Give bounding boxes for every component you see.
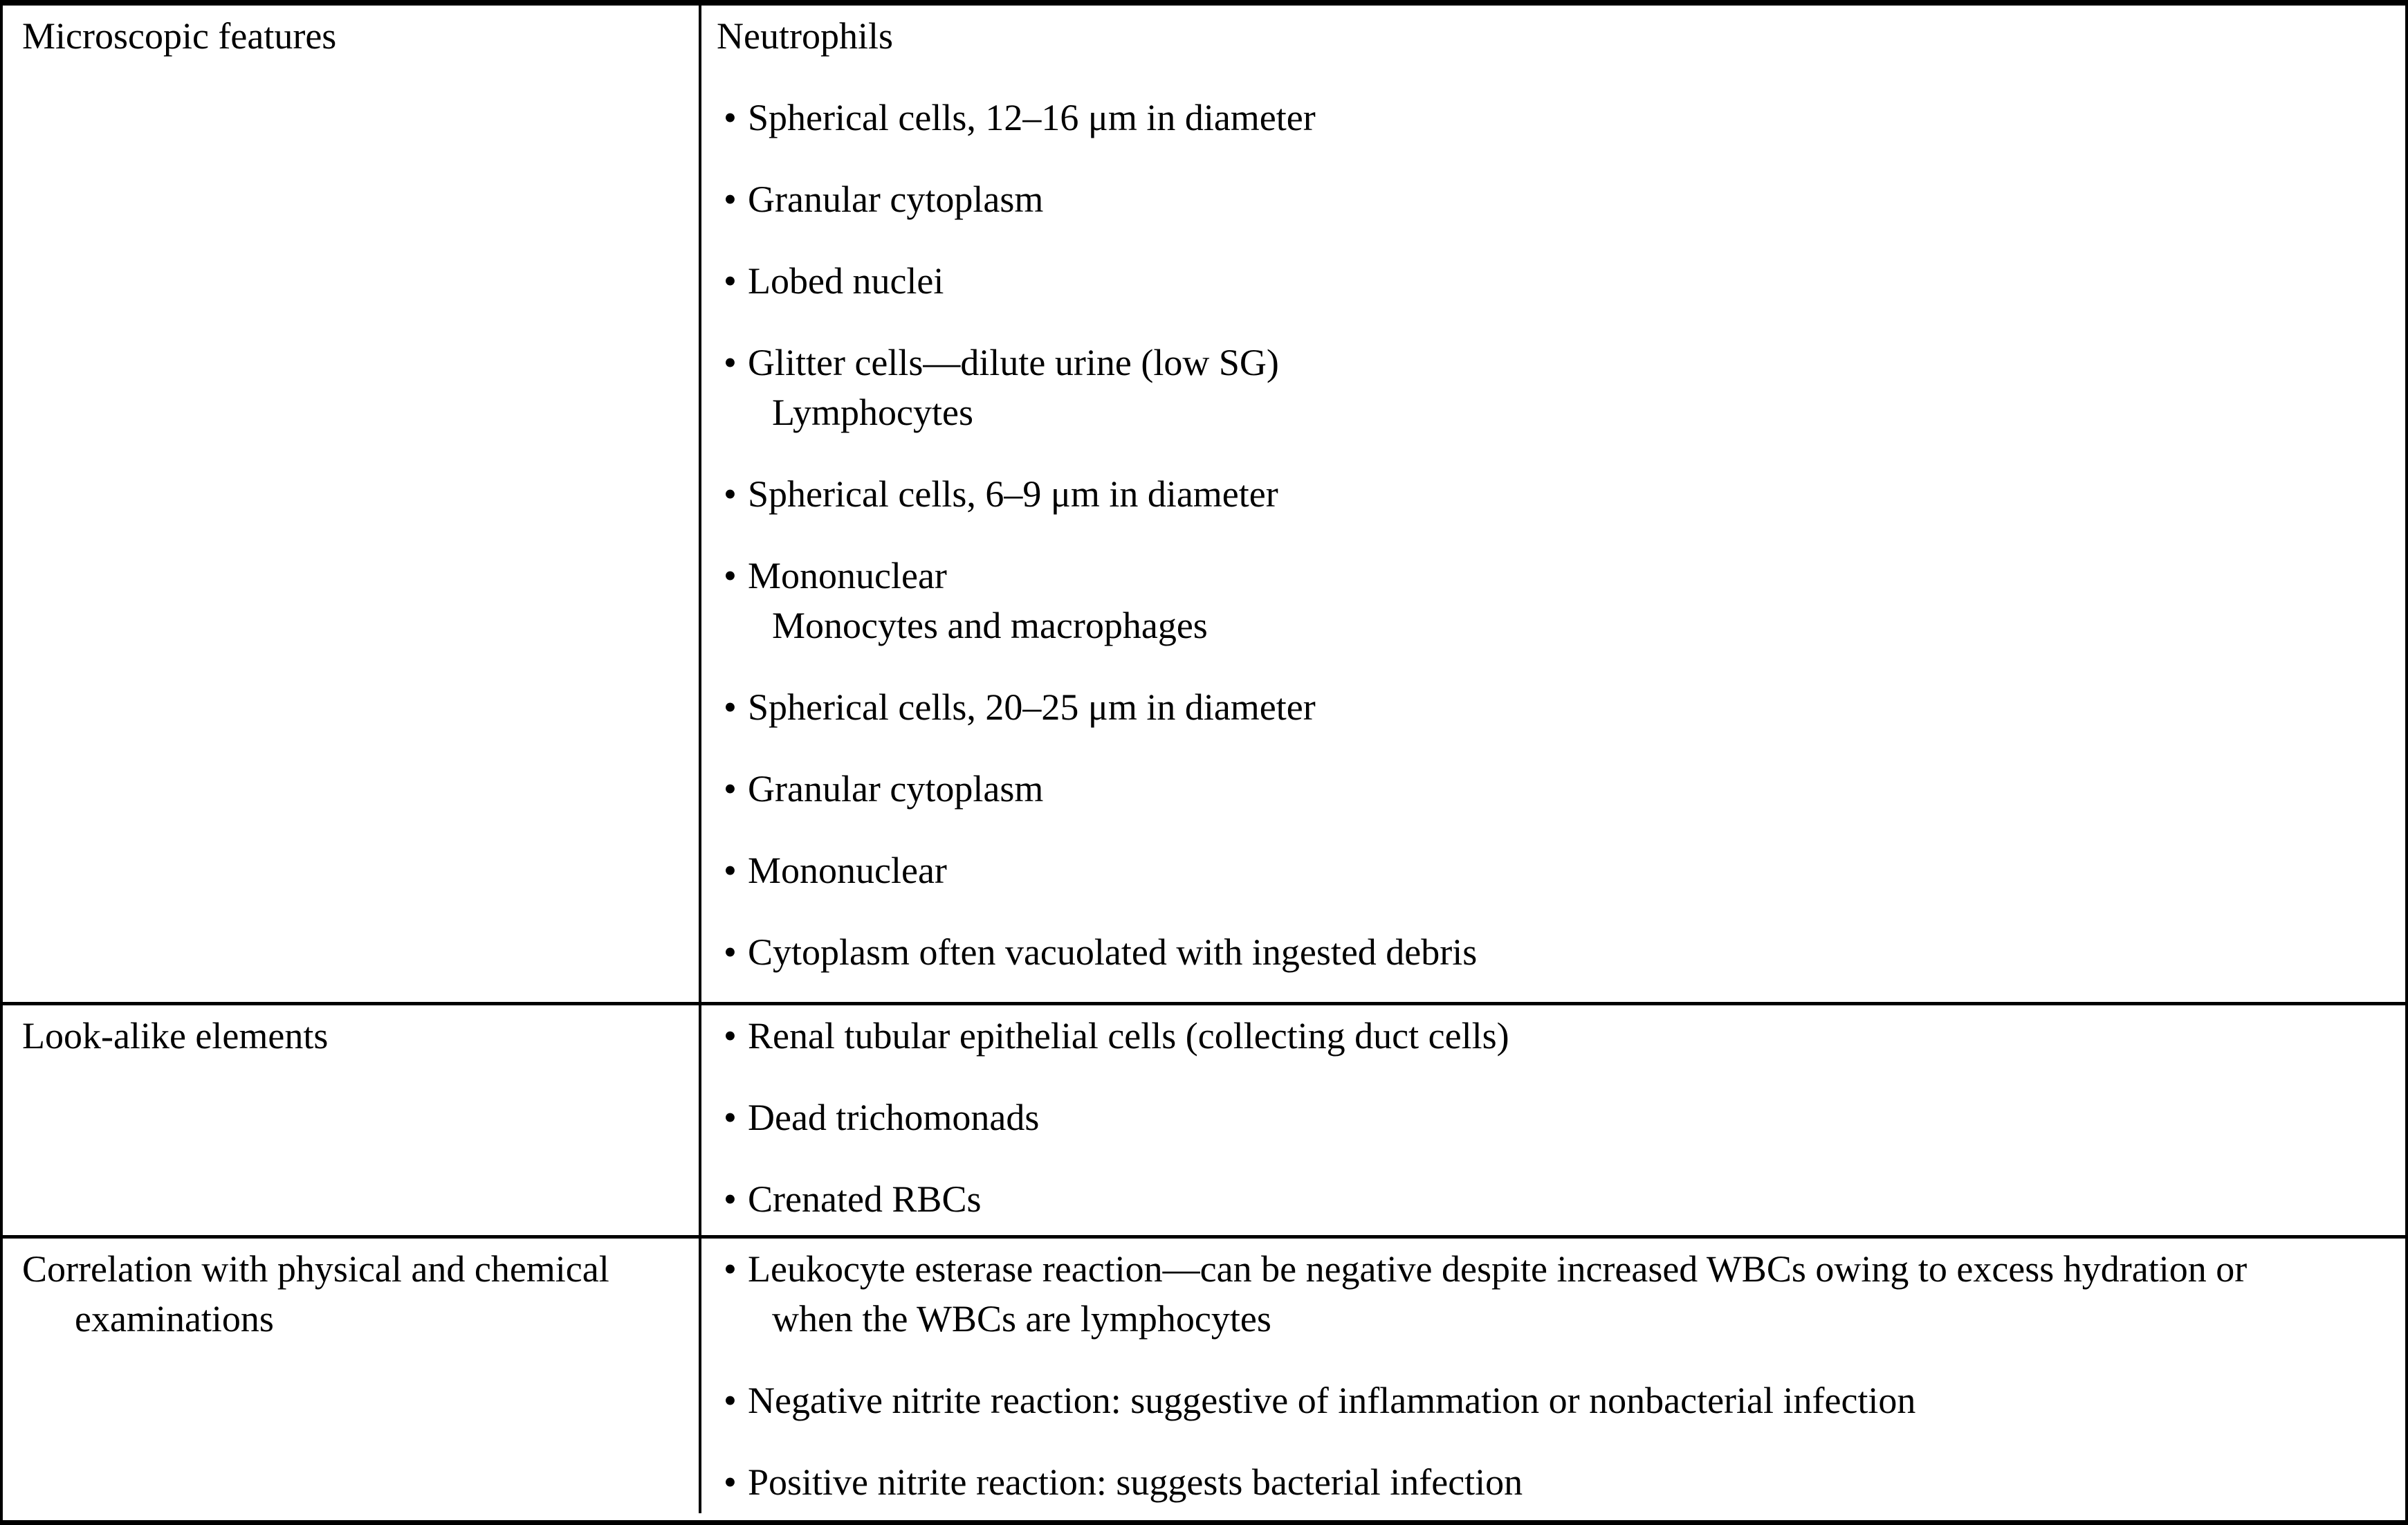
list-item — [717, 1093, 2379, 1142]
row-label: Look-alike elements — [22, 1015, 329, 1057]
bullet-icon: • — [724, 342, 737, 383]
list-item-text: Dead trichomonads — [748, 1097, 1040, 1138]
list-item-subline: Monocytes and macrophages — [772, 605, 1208, 646]
list-item-subline: Lymphocytes — [772, 392, 973, 433]
bullet-icon: • — [724, 260, 737, 302]
list-item — [717, 174, 2379, 224]
list-item-continuation: when the WBCs are lymphocytes — [772, 1298, 1271, 1340]
list-item — [717, 1011, 2379, 1061]
row-content-cell — [701, 1239, 2405, 1513]
bullet-icon: • — [724, 1461, 737, 1503]
list-item-text: Renal tubular epithelial cells (collecting duct cells) — [748, 1015, 1509, 1057]
list-item — [717, 927, 2379, 977]
bullet-icon: • — [724, 555, 737, 596]
bullet-icon: • — [724, 1097, 737, 1138]
list-item-text: Spherical cells, 20–25 μm in diameter — [748, 686, 1316, 728]
bullet-icon: • — [724, 768, 737, 810]
table-row-look-alike-elements — [3, 1002, 2405, 1235]
row-content-cell — [701, 6, 2405, 1002]
table-row-microscopic-features — [3, 6, 2405, 1002]
row-label: Microscopic features — [22, 15, 337, 57]
list-item — [717, 1376, 2379, 1425]
list-item — [717, 764, 2379, 814]
list-item-text: Spherical cells, 6–9 μm in diameter — [748, 473, 1278, 515]
cell-heading: Neutrophils — [717, 15, 893, 57]
list-item — [717, 469, 2379, 519]
list-item-text: Mononuclear — [748, 555, 947, 596]
list-item — [717, 93, 2379, 143]
list-item — [717, 256, 2379, 306]
list-item-text: Granular cytoplasm — [748, 179, 1044, 220]
list-item-text: Positive nitrite reaction: suggests bacterial infection — [748, 1461, 1523, 1503]
row-label-cell — [3, 1239, 701, 1513]
list-item — [717, 682, 2379, 732]
row-label: Correlation with physical and chemical — [22, 1248, 609, 1290]
bullet-icon: • — [724, 179, 737, 220]
bullet-icon: • — [724, 686, 737, 728]
bullet-icon: • — [724, 1015, 737, 1057]
list-item — [717, 551, 2379, 601]
row-content-cell — [701, 1005, 2405, 1235]
list-item-text: Lobed nuclei — [748, 260, 944, 302]
bullet-icon: • — [724, 1178, 737, 1220]
list-item-text: Mononuclear — [748, 850, 947, 891]
bullet-icon: • — [724, 850, 737, 891]
row-label-continuation: examinations — [75, 1298, 274, 1340]
list-item-text: Granular cytoplasm — [748, 768, 1044, 810]
list-item-text: Spherical cells, 12–16 μm in diameter — [748, 97, 1316, 138]
list-item — [717, 1457, 2379, 1507]
table-row-correlation — [3, 1235, 2405, 1513]
row-label-cell — [3, 1005, 701, 1235]
list-item — [717, 1174, 2379, 1224]
list-item-text: Negative nitrite reaction: suggestive of inflammation or nonbacterial infection — [748, 1380, 1916, 1421]
row-label-cell — [3, 6, 701, 1002]
list-item — [717, 846, 2379, 895]
bullet-icon: • — [724, 1248, 737, 1290]
list-item — [717, 338, 2379, 387]
bullet-icon: • — [724, 473, 737, 515]
bullet-icon: • — [724, 931, 737, 973]
list-item — [717, 1244, 2379, 1294]
list-item-text: Cytoplasm often vacuolated with ingested debris — [748, 931, 1478, 973]
list-item-text: Glitter cells—dilute urine (low SG) — [748, 342, 1279, 383]
bullet-icon: • — [724, 1380, 737, 1421]
list-item-text: Leukocyte esterase reaction—can be negative despite increased WBCs owing to excess hydration or — [748, 1248, 2248, 1290]
list-item-text: Crenated RBCs — [748, 1178, 982, 1220]
bullet-icon: • — [724, 97, 737, 138]
